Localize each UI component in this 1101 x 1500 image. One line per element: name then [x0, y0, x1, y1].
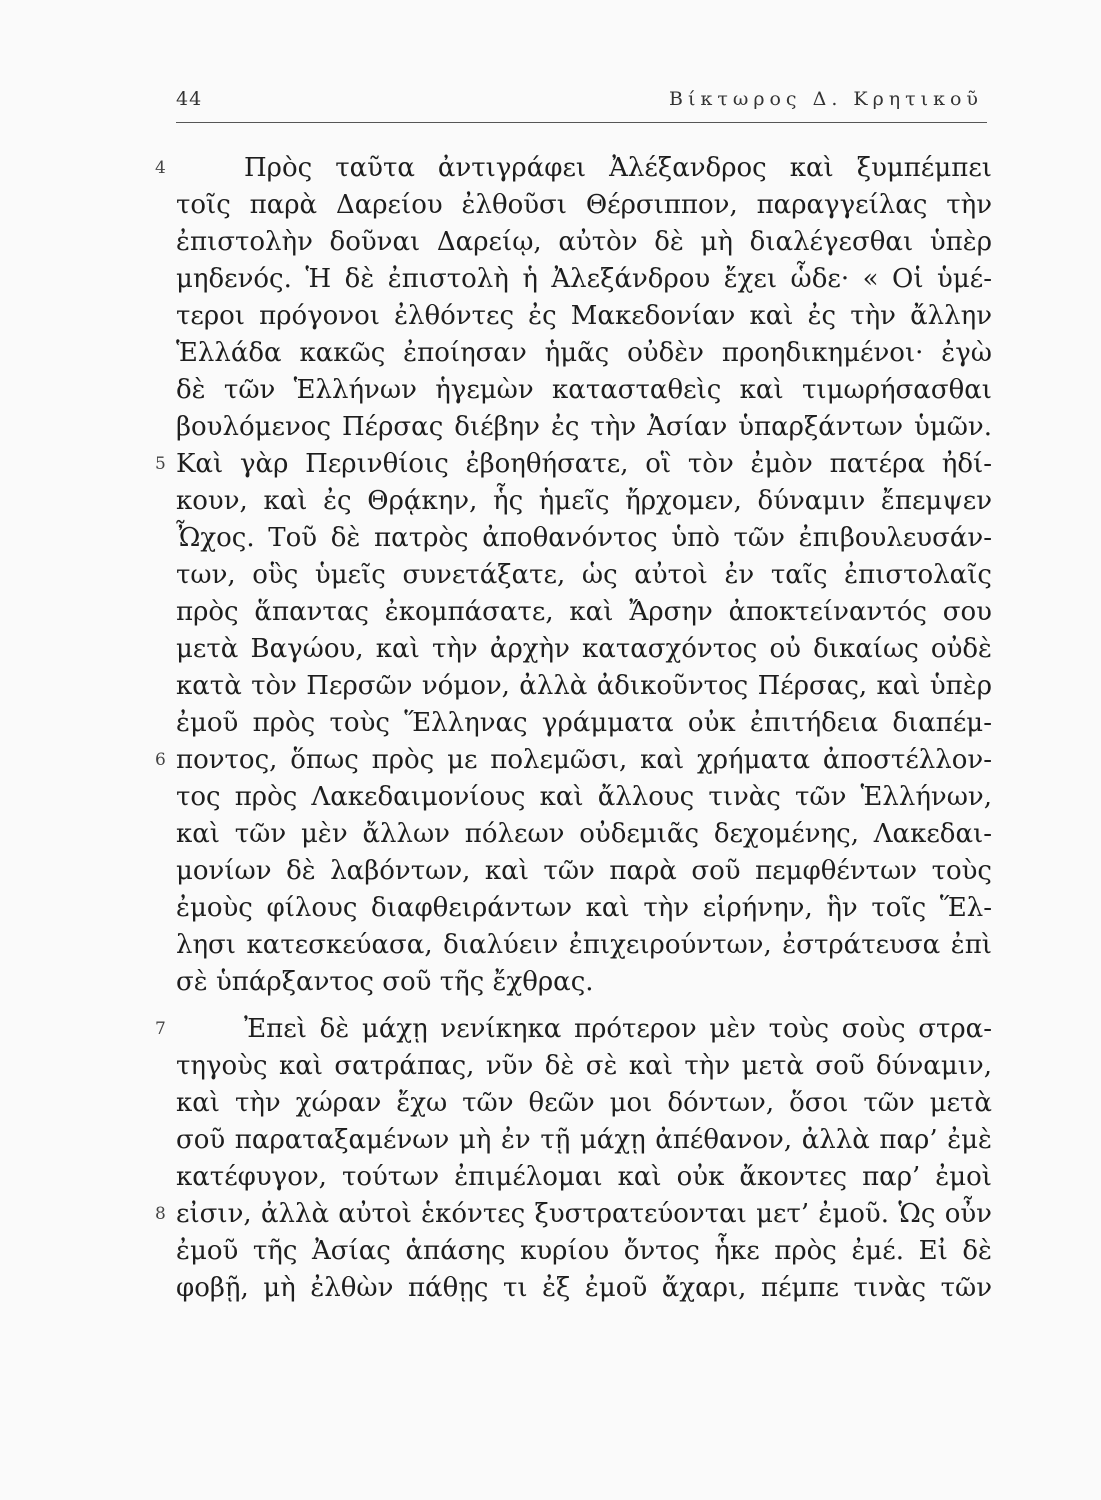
text-line: φοβῇ, μὴ ἐλθὼν πάθῃς τι ἐξ ἐμοῦ ἄχαρι, πέμπε τινὰς τῶν [176, 1273, 992, 1303]
text-line: καὶ τὴν χώραν ἔχω τῶν θεῶν μοι δόντων, ὅσοι τῶν μετὰ [176, 1088, 992, 1118]
text-line [155, 446, 992, 483]
text-line: Ὦχος. Τοῦ δὲ πατρὸς ἀποθανόντος ὑπὸ τῶν ἐπιβουλευσάν- [176, 523, 992, 553]
text-line: πρὸς ἅπαντας ἐκομπάσατε, καὶ Ἄρσην ἀποκτείναντός σου [176, 597, 992, 627]
text-line: ἐμοὺς φίλους διαφθειράντων καὶ τὴν εἰρήνην, ἣν τοῖς Ἕλ- [176, 893, 992, 923]
page-number: 44 [176, 88, 203, 110]
text-line [155, 150, 992, 187]
line-text: Ἐπεὶ δὲ μάχῃ νενίκηκα πρότερον μὲν τοὺς σοὺς στρα- [244, 1014, 992, 1044]
line-text: Καὶ γὰρ Περινθίοις ἐβοηθήσατε, οἳ τὸν ἐμὸν πατέρα ἠδί- [176, 449, 992, 479]
text-line: βουλόμενος Πέρσας διέβην ἐς τὴν Ἀσίαν ὑπαρξάντων ὑμῶν. [176, 412, 992, 442]
text-line: μηδενός. Ἡ δὲ ἐπιστολὴ ἡ Ἀλεξάνδρου ἔχει ὧδε· « Οἱ ὑμέ- [176, 264, 992, 294]
text-line [155, 742, 992, 779]
text-line: κουν, καὶ ἐς Θρᾴκην, ἧς ἡμεῖς ἤρχομεν, δύναμιν ἔπεμψεν [176, 486, 992, 516]
text-line: ἐπιστολὴν δοῦναι Δαρείῳ, αὐτὸν δὲ μὴ διαλέγεσθαι ὑπὲρ [176, 227, 992, 257]
text-line: τεροι πρόγονοι ἐλθόντες ἐς Μακεδονίαν καὶ ἐς τὴν ἄλλην [176, 301, 992, 331]
body-text [155, 150, 992, 1307]
text-line: σὲ ὑπάρξαντος σοῦ τῆς ἔχθρας. [176, 967, 594, 997]
section-number: 8 [155, 1204, 166, 1224]
section-number: 7 [155, 1019, 166, 1039]
text-line: μονίων δὲ λαβόντων, καὶ τῶν παρὰ σοῦ πεμφθέντων τοὺς [176, 856, 992, 886]
text-line: τος πρὸς Λακεδαιμονίους καὶ ἄλλους τινὰς τῶν Ἑλλήνων, [176, 782, 992, 812]
text-line: τηγοὺς καὶ σατράπας, νῦν δὲ σὲ καὶ τὴν μετὰ σοῦ δύναμιν, [176, 1051, 992, 1081]
line-text: εἰσιν, ἀλλὰ αὐτοὶ ἑκόντες ξυστρατεύονται μετ’ ἐμοῦ. Ὡς οὖν [176, 1199, 992, 1229]
text-line [155, 1196, 992, 1233]
section-number: 4 [155, 158, 166, 178]
line-text: Πρὸς ταῦτα ἀντιγράφει Ἀλέξανδρος καὶ ξυμπέμπει [244, 153, 992, 183]
text-line: ἐμοῦ τῆς Ἀσίας ἁπάσης κυρίου ὄντος ἧκε πρὸς ἐμέ. Εἰ δὲ [176, 1236, 992, 1266]
section-number: 5 [155, 454, 166, 474]
text-line: τοῖς παρὰ Δαρείου ἐλθοῦσι Θέρσιππον, παραγγείλας τὴν [176, 190, 992, 220]
text-line: μετὰ Βαγώου, καὶ τὴν ἀρχὴν κατασχόντος οὐ δικαίως οὐδὲ [176, 634, 992, 664]
text-line: καὶ τῶν μὲν ἄλλων πόλεων οὐδεμιᾶς δεχομένης, Λακεδαι- [176, 819, 992, 849]
running-head: Βίκτωρος Δ. Κρητικοῦ [669, 88, 983, 110]
text-line: Ἑλλάδα κακῶς ἐποίησαν ἡμᾶς οὐδὲν προηδικημένοι· ἐγὼ [176, 338, 992, 368]
text-line: σοῦ παραταξαμένων μὴ ἐν τῇ μάχῃ ἀπέθανον, ἀλλὰ παρ’ ἐμὲ [176, 1125, 992, 1155]
text-line: λησι κατεσκεύασα, διαλύειν ἐπιχειρούντων, ἐστράτευσα ἐπὶ [176, 930, 992, 960]
text-line: κατέφυγον, τούτων ἐπιμέλομαι καὶ οὐκ ἄκοντες παρ’ ἐμοὶ [176, 1162, 992, 1192]
text-line: δὲ τῶν Ἑλλήνων ἡγεμὼν κατασταθεὶς καὶ τιμωρήσασθαι [176, 375, 992, 405]
text-line: ἐμοῦ πρὸς τοὺς Ἕλληνας γράμματα οὐκ ἐπιτήδεια διαπέμ- [176, 708, 992, 738]
text-line: κατὰ τὸν Περσῶν νόμον, ἀλλὰ ἀδικοῦντος Πέρσας, καὶ ὑπὲρ [176, 671, 992, 701]
page-header [176, 86, 987, 123]
section-number: 6 [155, 750, 166, 770]
line-text: ποντος, ὅπως πρὸς με πολεμῶσι, καὶ χρήματα ἀποστέλλον- [176, 745, 992, 775]
text-line: των, οὓς ὑμεῖς συνετάξατε, ὡς αὐτοὶ ἐν ταῖς ἐπιστολαῖς [176, 560, 992, 590]
text-line [155, 1011, 992, 1048]
